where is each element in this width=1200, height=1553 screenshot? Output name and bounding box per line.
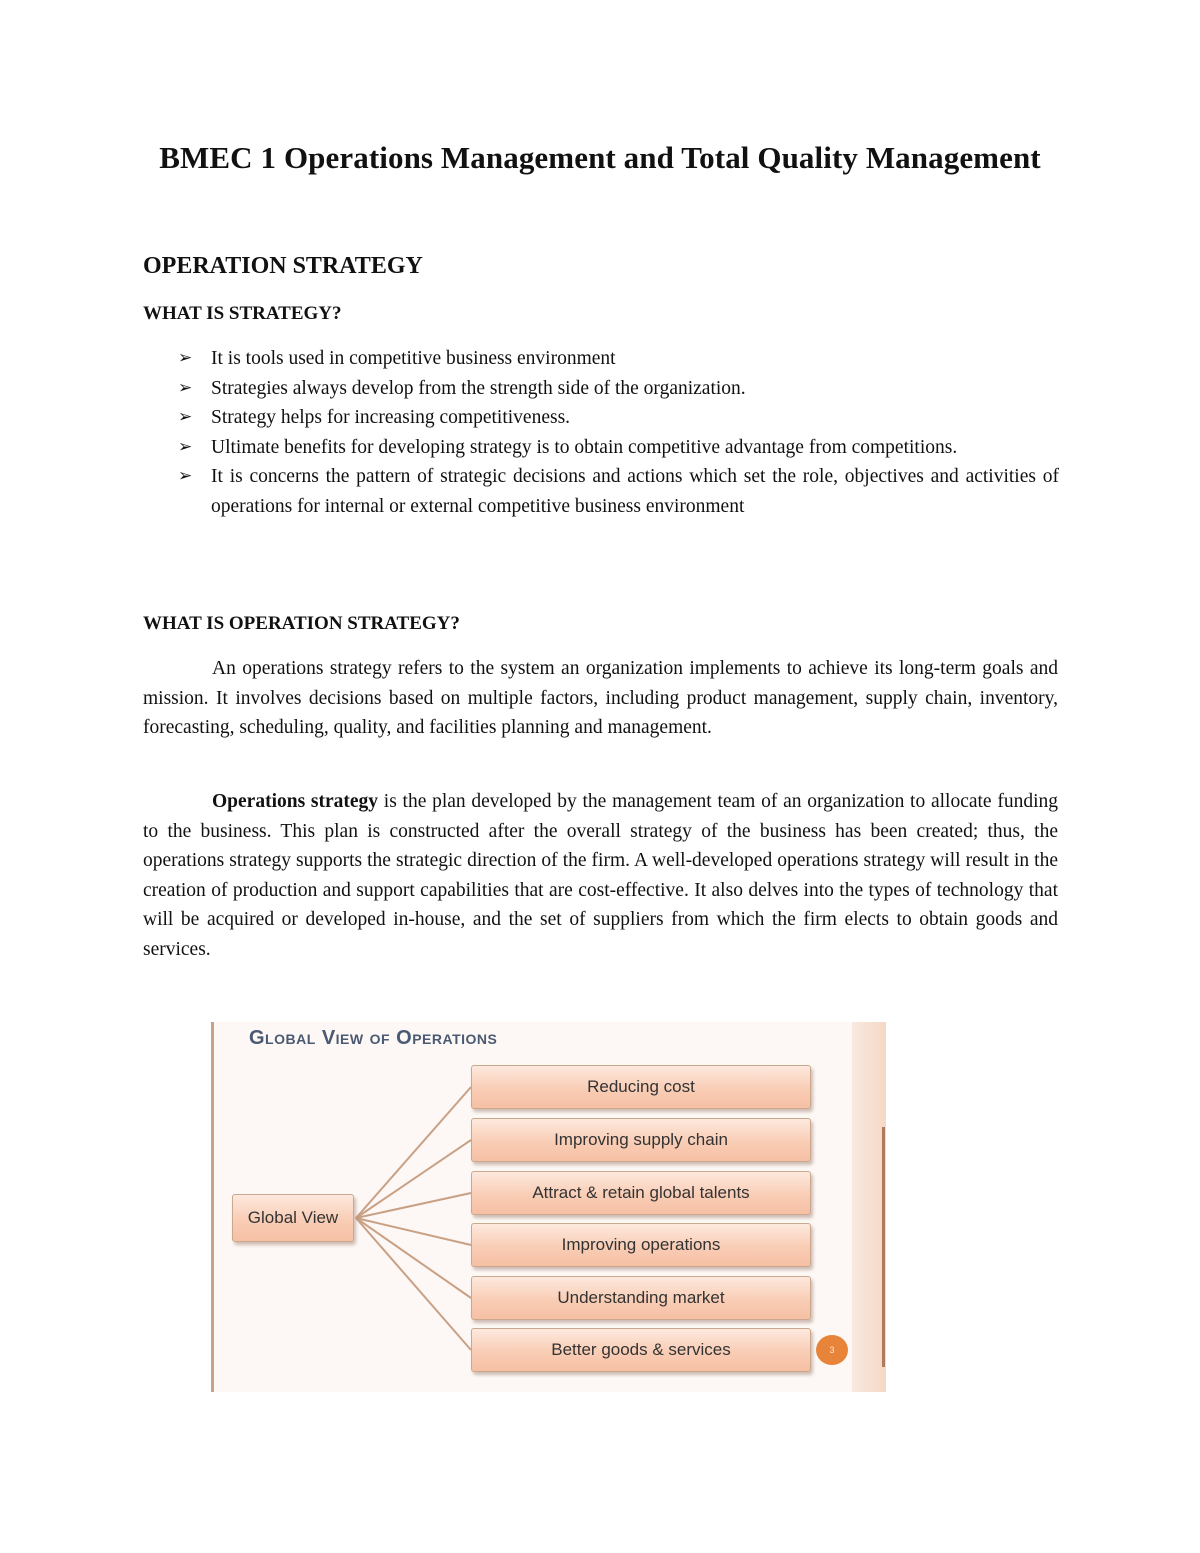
strategy-bullet-list (178, 344, 1059, 521)
list-item-text: Strategy helps for increasing competitiveness. (211, 407, 571, 428)
connector-line (356, 1218, 471, 1350)
section-heading: OPERATION STRATEGY (143, 253, 423, 279)
arrowhead-bullet-icon: ➢ (178, 466, 193, 486)
branch-node: Better goods & services (471, 1328, 811, 1372)
arrowhead-bullet-icon: ➢ (178, 436, 193, 457)
list-item-text: It is concerns the pattern of strategic decisions and actions which set the role, objectives and activities of operations for internal or external competitive business environment (211, 466, 1059, 517)
diagram-title: Global View of Operations (249, 1027, 498, 1049)
branch-node: Reducing cost (471, 1065, 811, 1109)
list-item (178, 433, 1059, 463)
branch-node: Attract & retain global talents (471, 1171, 811, 1215)
arrowhead-bullet-icon: ➢ (178, 407, 193, 427)
connector-line (356, 1218, 471, 1245)
branch-node: Improving supply chain (471, 1118, 811, 1162)
bold-term: Operations strategy (212, 791, 379, 812)
list-item (178, 344, 1059, 374)
branch-node: Improving operations (471, 1223, 811, 1267)
arrowhead-bullet-icon: ➢ (178, 377, 193, 398)
list-item (178, 403, 1059, 433)
what-is-operation-strategy-heading: WHAT IS OPERATION STRATEGY? (143, 613, 460, 634)
list-item (178, 462, 1059, 521)
list-item-text: Strategies always develop from the strength side of the organization. (211, 377, 746, 399)
global-view-diagram (211, 1022, 886, 1392)
branch-node: Understanding market (471, 1276, 811, 1320)
document-title: BMEC 1 Operations Management and Total Quality Management (159, 140, 1041, 175)
definition-paragraph: An operations strategy refers to the system an organization implements to achieve its long-term goals and mission. It involves decisions based on multiple factors, including product management, supply chain, inventory, forecasting, scheduling, quality, and facilities planning and management. (143, 658, 1058, 738)
paragraph-body: is the plan developed by the management team of an organization to allocate funding to the business. This plan is constructed after the overall strategy of the business has been created; thus, the operations strategy supports the strategic direction of the firm. A well-developed operations strategy will result in the creation of production and support capabilities that are cost-effective. It also delves into the types of technology that will be acquired or developed in-house, and the set of suppliers from which the firm elects to obtain goods and services. (143, 791, 1058, 960)
list-item-text: Ultimate benefits for developing strategy is to obtain competitive advantage from competitions. (211, 436, 958, 458)
operations-strategy-paragraph (143, 787, 1058, 964)
slide-number-badge: 3 (816, 1335, 848, 1365)
global-view-node: Global View (232, 1194, 354, 1242)
connector-line (356, 1218, 471, 1298)
what-is-strategy-heading: WHAT IS STRATEGY? (143, 303, 342, 324)
arrowhead-bullet-icon: ➢ (178, 348, 193, 368)
list-item (178, 374, 1059, 404)
list-item-text: It is tools used in competitive business environment (211, 348, 616, 369)
